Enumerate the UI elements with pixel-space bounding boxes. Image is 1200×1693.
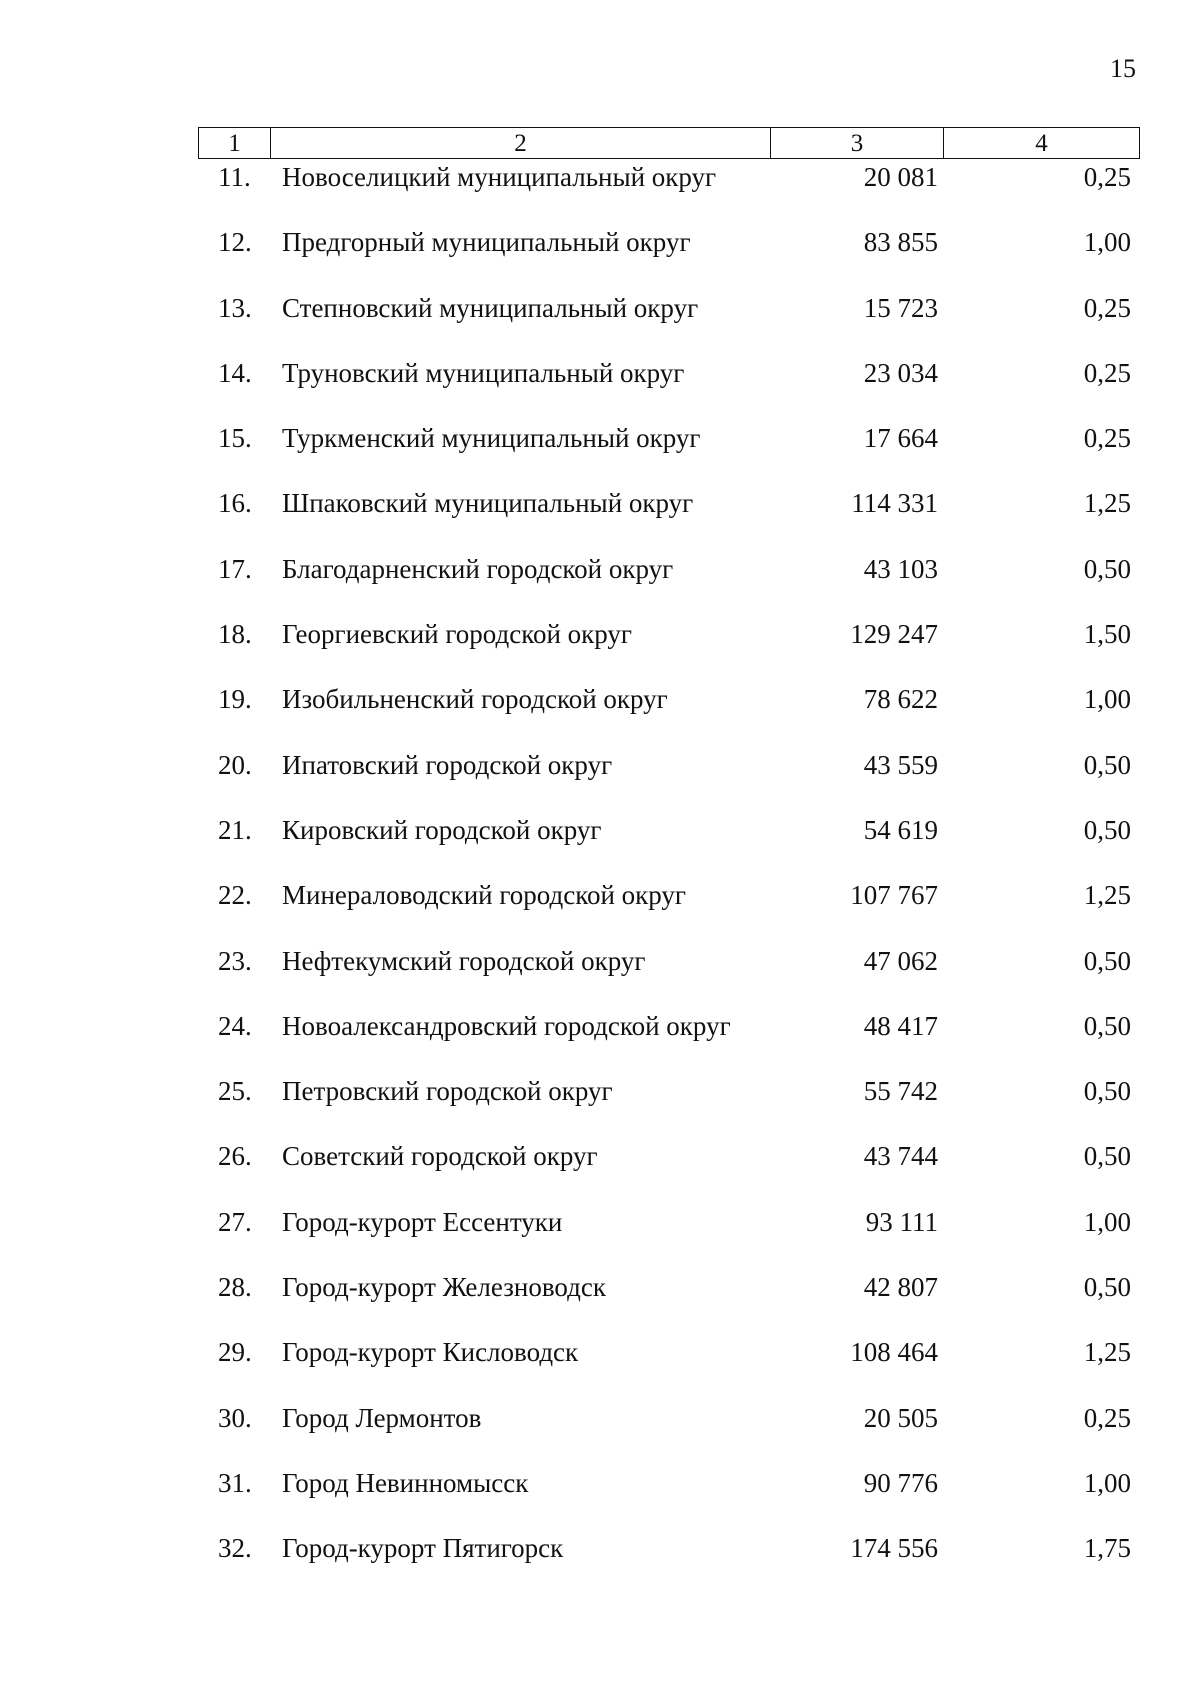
header-col-1: 1 bbox=[199, 128, 271, 158]
table-row bbox=[198, 222, 1140, 287]
table-row bbox=[198, 1136, 1140, 1201]
municipality-name: Город Лермонтов bbox=[282, 1402, 482, 1433]
population-value: 55 742 bbox=[863, 1076, 938, 1107]
coefficient-value: 0,25 bbox=[1083, 292, 1131, 323]
municipality-name: Минераловодский городской округ bbox=[282, 880, 686, 911]
table-row bbox=[198, 1398, 1140, 1463]
table-body bbox=[198, 157, 1140, 1594]
population-value: 20 081 bbox=[863, 162, 938, 192]
municipality-name: Новоалександровский городской округ bbox=[282, 1010, 731, 1041]
municipality-name: Город-курорт Ессентуки bbox=[282, 1206, 563, 1237]
coefficient-value: 1,25 bbox=[1083, 1337, 1131, 1368]
population-value: 114 331 bbox=[851, 488, 938, 519]
row-number: 28. bbox=[218, 1272, 252, 1303]
municipality-name: Ипатовский городской округ bbox=[282, 749, 613, 780]
population-value: 83 855 bbox=[863, 227, 938, 258]
municipality-name: Новоселицкий муниципальный округ bbox=[282, 162, 717, 192]
row-number: 19. bbox=[218, 684, 252, 715]
header-col-3: 3 bbox=[771, 128, 944, 158]
municipality-name: Нефтекумский городской округ bbox=[282, 945, 646, 976]
coefficient-value: 0,25 bbox=[1083, 162, 1131, 192]
table-row bbox=[198, 1071, 1140, 1136]
table-row bbox=[198, 1332, 1140, 1397]
coefficient-value: 0,25 bbox=[1083, 423, 1131, 454]
row-number: 26. bbox=[218, 1141, 252, 1172]
table-row bbox=[198, 875, 1140, 940]
coefficient-value: 1,50 bbox=[1083, 619, 1131, 650]
population-value: 20 505 bbox=[863, 1402, 938, 1433]
row-number: 20. bbox=[218, 749, 252, 780]
table-row bbox=[198, 1267, 1140, 1332]
population-value: 48 417 bbox=[863, 1010, 938, 1041]
municipality-name: Георгиевский городской округ bbox=[282, 619, 633, 650]
table-row bbox=[198, 418, 1140, 483]
row-number: 12. bbox=[218, 227, 252, 258]
municipality-name: Предгорный муниципальный округ bbox=[282, 227, 691, 258]
row-number: 32. bbox=[218, 1533, 252, 1564]
table-row bbox=[198, 941, 1140, 1006]
table-row bbox=[198, 157, 1140, 222]
row-number: 15. bbox=[218, 423, 252, 454]
coefficient-value: 1,25 bbox=[1083, 880, 1131, 911]
row-number: 24. bbox=[218, 1010, 252, 1041]
header-col-4: 4 bbox=[1035, 129, 1048, 157]
coefficient-value: 0,50 bbox=[1083, 1141, 1131, 1172]
coefficient-value: 1,75 bbox=[1083, 1533, 1131, 1564]
municipality-name: Город-курорт Железноводск bbox=[282, 1272, 606, 1303]
table-row bbox=[198, 614, 1140, 679]
municipality-name: Город Невинномысск bbox=[282, 1467, 529, 1498]
coefficient-value: 1,00 bbox=[1083, 1467, 1131, 1498]
row-number: 25. bbox=[218, 1076, 252, 1107]
population-value: 54 619 bbox=[863, 814, 938, 845]
table-row bbox=[198, 549, 1140, 614]
table-row bbox=[198, 483, 1140, 548]
row-number: 27. bbox=[218, 1206, 252, 1237]
row-number: 21. bbox=[218, 814, 252, 845]
population-value: 93 111 bbox=[865, 1206, 938, 1237]
row-number: 23. bbox=[218, 945, 252, 976]
table-row bbox=[198, 810, 1140, 875]
population-value: 47 062 bbox=[863, 945, 938, 976]
table-row bbox=[198, 288, 1140, 353]
municipality-name: Благодарненский городской округ bbox=[282, 553, 674, 584]
population-value: 43 559 bbox=[863, 749, 938, 780]
coefficient-value: 0,50 bbox=[1083, 1076, 1131, 1107]
coefficient-value: 1,00 bbox=[1083, 1206, 1131, 1237]
coefficient-value: 0,50 bbox=[1083, 1272, 1131, 1303]
municipality-name: Степновский муниципальный округ bbox=[282, 292, 699, 323]
population-value: 23 034 bbox=[863, 357, 938, 388]
row-number: 31. bbox=[218, 1467, 252, 1498]
coefficient-value: 0,50 bbox=[1083, 814, 1131, 845]
municipality-name: Город-курорт Пятигорск bbox=[282, 1533, 564, 1564]
coefficient-value: 0,25 bbox=[1083, 1402, 1131, 1433]
row-number: 17. bbox=[218, 553, 252, 584]
municipality-name: Кировский городской округ bbox=[282, 814, 602, 845]
coefficient-value: 1,00 bbox=[1083, 684, 1131, 715]
coefficient-value: 0,50 bbox=[1083, 1010, 1131, 1041]
table-row bbox=[198, 1202, 1140, 1267]
population-value: 15 723 bbox=[863, 292, 938, 323]
population-value: 43 744 bbox=[863, 1141, 938, 1172]
row-number: 11. bbox=[218, 162, 251, 192]
table-row bbox=[198, 1463, 1140, 1528]
municipality-name: Труновский муниципальный округ bbox=[282, 357, 685, 388]
page-number: 15 bbox=[1110, 54, 1136, 83]
population-value: 90 776 bbox=[863, 1467, 938, 1498]
header-col-2: 2 bbox=[271, 128, 771, 158]
coefficient-value: 1,25 bbox=[1083, 488, 1131, 519]
table-header bbox=[198, 127, 1140, 159]
population-value: 78 622 bbox=[863, 684, 938, 715]
coefficient-value: 0,50 bbox=[1083, 749, 1131, 780]
table-row bbox=[198, 1006, 1140, 1071]
row-number: 16. bbox=[218, 488, 252, 519]
municipality-name: Изобильненский городской округ bbox=[282, 684, 668, 715]
table-row bbox=[198, 353, 1140, 418]
coefficient-value: 0,25 bbox=[1083, 357, 1131, 388]
row-number: 18. bbox=[218, 619, 252, 650]
population-value: 42 807 bbox=[863, 1272, 938, 1303]
population-value: 174 556 bbox=[850, 1533, 938, 1564]
row-number: 22. bbox=[218, 880, 252, 911]
row-number: 30. bbox=[218, 1402, 252, 1433]
row-number: 29. bbox=[218, 1337, 252, 1368]
municipality-name: Город-курорт Кисловодск bbox=[282, 1337, 579, 1368]
population-value: 17 664 bbox=[863, 423, 938, 454]
population-value: 43 103 bbox=[863, 553, 938, 584]
coefficient-value: 0,50 bbox=[1083, 553, 1131, 584]
population-value: 107 767 bbox=[850, 880, 938, 911]
coefficient-value: 1,00 bbox=[1083, 227, 1131, 258]
row-number: 14. bbox=[218, 357, 252, 388]
row-number: 13. bbox=[218, 292, 252, 323]
population-value: 129 247 bbox=[850, 619, 938, 650]
table-row bbox=[198, 1528, 1140, 1593]
municipality-name: Петровский городской округ bbox=[282, 1076, 613, 1107]
municipality-name: Советский городской округ bbox=[282, 1141, 598, 1172]
population-value: 108 464 bbox=[850, 1337, 938, 1368]
table-row bbox=[198, 679, 1140, 744]
coefficient-value: 0,50 bbox=[1083, 945, 1131, 976]
table-row bbox=[198, 745, 1140, 810]
municipality-name: Шпаковский муниципальный округ bbox=[282, 488, 694, 519]
municipality-name: Туркменский муниципальный округ bbox=[282, 423, 701, 454]
